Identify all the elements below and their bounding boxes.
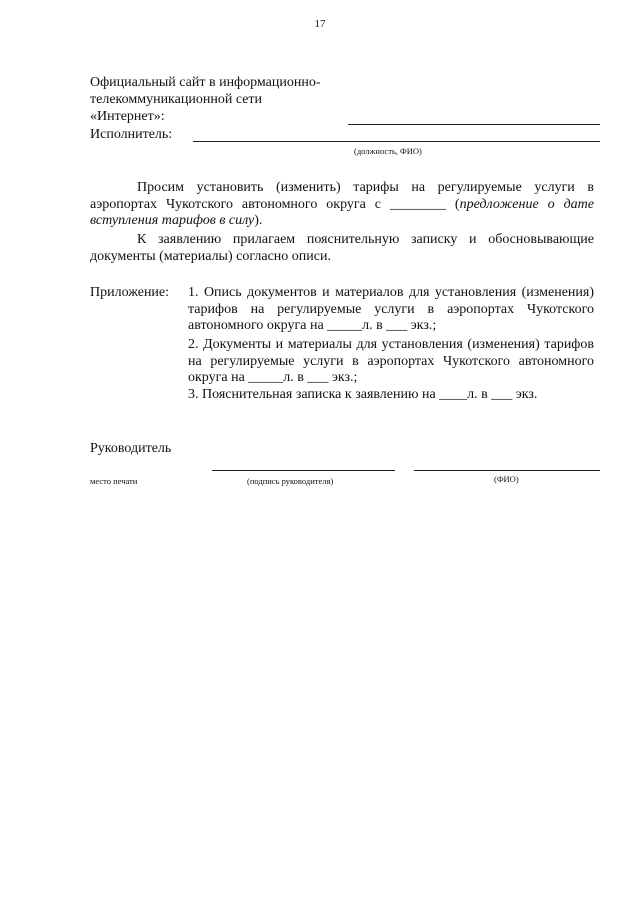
appendix-label: Приложение: xyxy=(90,285,170,300)
executor-caption: (должность, ФИО) xyxy=(354,146,422,156)
name-caption: (ФИО) xyxy=(494,474,519,484)
page-number: 17 xyxy=(314,18,326,30)
appendix-item-3: 3. Пояснительная записка к заявлению на ____л. в ___ экз. xyxy=(188,387,538,402)
website-input-line[interactable] xyxy=(348,124,600,125)
attachment-paragraph: К заявлению прилагаем пояснительную записку и обосновывающие документы (материалы) согласно описи. xyxy=(90,232,594,264)
website-label-line2: телекоммуникационной сети xyxy=(90,92,263,107)
website-label-line3: «Интернет»: xyxy=(90,109,165,124)
seal-caption: место печати xyxy=(90,476,138,486)
executor-input-line[interactable] xyxy=(193,141,600,142)
website-label-line1: Официальный сайт в информационно- xyxy=(90,75,321,90)
request-paragraph xyxy=(90,180,594,230)
request-text-italic: предложение о дате вступления тарифов в силу xyxy=(90,196,594,228)
request-text-before: Просим установить (изменить) тарифы на регулируемые услуги в аэропортах Чукотского автономного округа с ________ ( xyxy=(90,180,594,212)
head-label: Руководитель xyxy=(90,441,172,456)
appendix-item-2: 2. Документы и материалы для установления (изменения) тарифов на регулируемые услуги в аэропортах Чукотского автономного округа на _____л. в ___ экз.; xyxy=(188,337,594,385)
request-text-after: ). xyxy=(254,213,263,228)
signature-line[interactable] xyxy=(212,470,395,471)
executor-label: Исполнитель: xyxy=(90,127,173,142)
appendix-item-1: 1. Опись документов и материалов для установления (изменения) тарифов на регулируемые услуги в аэропортах Чукотского автономного округа на _____л. в ___ экз.; xyxy=(188,285,594,333)
signature-caption: (подпись руководителя) xyxy=(247,476,334,486)
name-line[interactable] xyxy=(414,470,600,471)
